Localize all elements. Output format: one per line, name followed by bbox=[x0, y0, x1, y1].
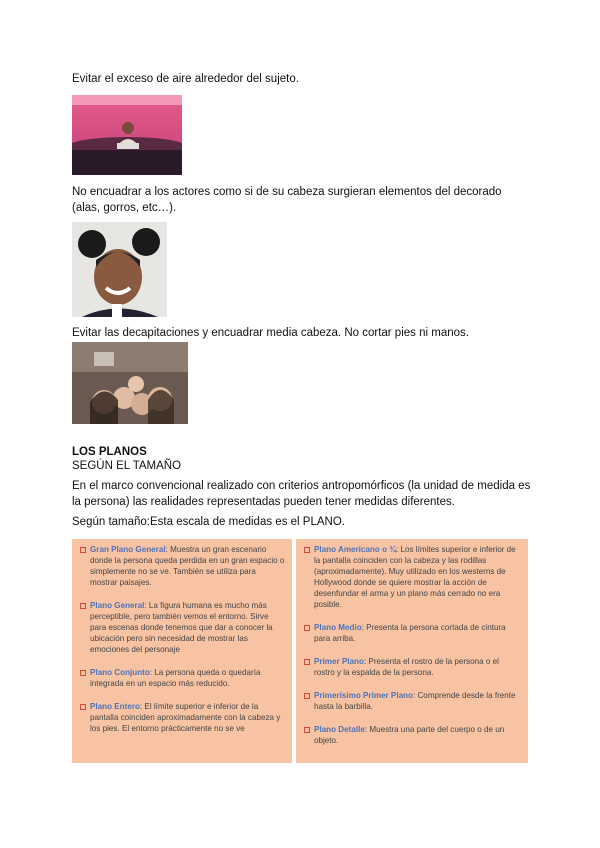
text-excess-air: Evitar el exceso de aire alrededor del sujeto. bbox=[72, 73, 299, 85]
list-item: Gran Plano General: Muestra un gran escenario donde la persona queda perdida en un gran espacio o simplemente no se ve. También se utiliza para mostrar paisajes. bbox=[80, 544, 285, 588]
list-item: Primerísimo Primer Plano: Comprende desde la frente hasta la barbilla. bbox=[304, 690, 521, 712]
table-column-left bbox=[72, 539, 292, 763]
list-item: Plano Medio: Presenta la persona cortada de cintura para arriba. bbox=[304, 622, 521, 644]
list-item: Plano Americano o ¾: Los límites superior e inferior de la pantalla coinciden con la cabeza y las rodillas (aproximadamente). Muy utilizado en los westerns de Hollywood donde se quiere mostrar la acción de desenfundar el arma y un plano más cerrado no era posible. bbox=[304, 544, 521, 610]
shot-types-table bbox=[72, 539, 528, 763]
photo-presenter bbox=[72, 95, 182, 175]
photo-ears bbox=[72, 222, 167, 317]
section-heading: LOS PLANOS bbox=[72, 446, 147, 458]
list-item: Plano Entero: El límite superior e inferior de la pantalla coinciden aproximadamente con la cabeza y los pies. El entorno prácticamente no se ve bbox=[80, 701, 285, 734]
table-column-right bbox=[296, 539, 528, 763]
list-item: Plano Conjunto: La persona queda o quedaría integrada en un espacio más reducido. bbox=[80, 667, 285, 689]
text-frame-intro: En el marco convencional realizado con criterios antropomórficos (la unidad de medida es la persona) las realidades representadas pueden tener medidas diferentes. bbox=[72, 480, 531, 508]
list-item: Plano General: La figura humana es mucho más perceptible, pero también vemos el entorno. Sirve para escenas donde tenemos que dar a conocer la ubicación pero sin necesidad de mostrar las emociones del personaje bbox=[80, 600, 285, 655]
list-item: Primer Plano: Presenta el rostro de la persona o el rostro y la espalda de la persona. bbox=[304, 656, 521, 678]
section-subheading: SEGÚN EL TAMAÑO bbox=[72, 460, 182, 472]
text-decor: No encuadrar a los actores como si de su cabeza surgieran elementos del decorado (alas, gorros, etc…). bbox=[72, 186, 502, 214]
text-scale: Según tamaño:Esta escala de medidas es el PLANO. bbox=[72, 516, 345, 528]
photo-group bbox=[72, 342, 188, 424]
list-item: Plano Detalle: Muestra una parte del cuerpo o de un objeto. bbox=[304, 724, 521, 746]
text-decapitation: Evitar las decapitaciones y encuadrar media cabeza. No cortar pies ni manos. bbox=[72, 327, 469, 339]
